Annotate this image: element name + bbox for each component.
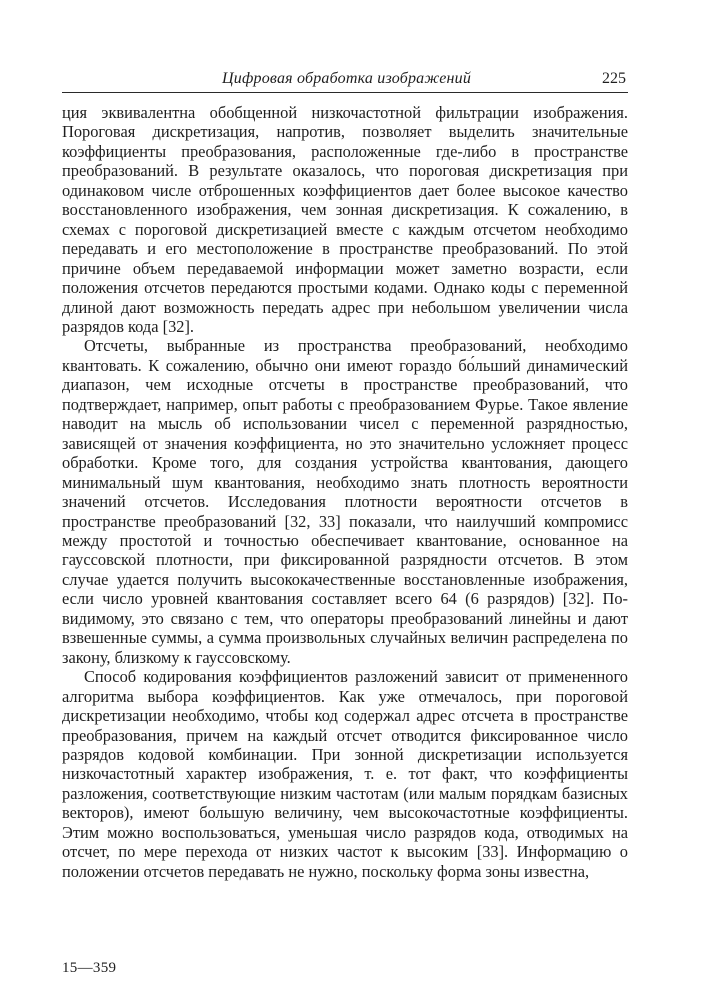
body-text	[62, 103, 628, 881]
printer-signature: 15—359	[62, 960, 117, 976]
paragraph-2: Отсчеты, выбранные из пространства преобразований, необходимо квантовать. К сожалению, обычно они имеют гораздо бо́льший динамический диапазон, чем исходные отсчеты в пространстве преобразований, что подтверждает, например, опыт работы с преобразованием Фурье. Такое явление наводит на мысль об использовании чисел с переменной разрядностью, зависящей от значения коэффициента, но это значительно усложняет процесс обработки. Кроме того, для создания устройства квантования, дающего минимальный шум квантования, необходимо знать плотность вероятности значений отсчетов. Исследования плотности вероятности отсчетов в пространстве преобразований [32, 33] показали, что наилучший компромисс между простотой и точностью обеспечивает квантование, основанное на гауссовской плотности, при фиксированной разрядности отсчетов. В этом случае удается получить высококачественные восстановленные изображения, если число уровней квантования составляет всего 64 (6 разрядов) [32]. По-видимому, это связано с тем, что операторы преобразований линейны и дают взвешенные суммы, а сумма произвольных случайных величин распределена по закону, близкому к гауссовскому.	[62, 336, 628, 667]
running-title: Цифровая обработка изображений	[222, 70, 472, 87]
page-number: 225	[602, 70, 626, 87]
paragraph-1: ция эквивалентна обобщенной низкочастотной фильтрации изображения. Пороговая дискретизация, напротив, позволяет выделить значительные коэффициенты преобразования, расположенные где-либо в пространстве преобразований. В результате оказалось, что пороговая дискретизация при одинаковом числе отброшенных коэффициентов дает более высокое качество восстановленного изображения, чем зонная дискретизация. К сожалению, в схемах с пороговой дискретизацией вместе с каждым отсчетом необходимо передавать и его местоположение в пространстве преобразований. По этой причине объем передаваемой информации может заметно возрасти, если положения отсчетов передаются простыми кодами. Однако коды с переменной длиной дают возможность передать адрес при небольшом увеличении числа разрядов кода [32].	[62, 103, 628, 336]
running-header	[62, 66, 628, 93]
paragraph-3: Способ кодирования коэффициентов разложений зависит от примененного алгоритма выбора коэффициентов. Как уже отмечалось, при пороговой дискретизации необходимо, чтобы код содержал адрес отсчета в пространстве преобразования, причем на каждый отсчет отводится фиксированное число разрядов кодовой комбинации. При зонной дискретизации используется низкочастотный характер изображения, т. е. тот факт, что коэффициенты разложения, соответствующие низким частотам (или малым порядкам базисных векторов), имеют большую величину, чем высокочастотные коэффициенты. Этим можно воспользоваться, уменьшая число разрядов кода, отводимых на отсчет, по мере перехода от низких частот к высоким [33]. Информацию о положении отсчетов передавать не нужно, поскольку форма зоны известна,	[62, 667, 628, 881]
